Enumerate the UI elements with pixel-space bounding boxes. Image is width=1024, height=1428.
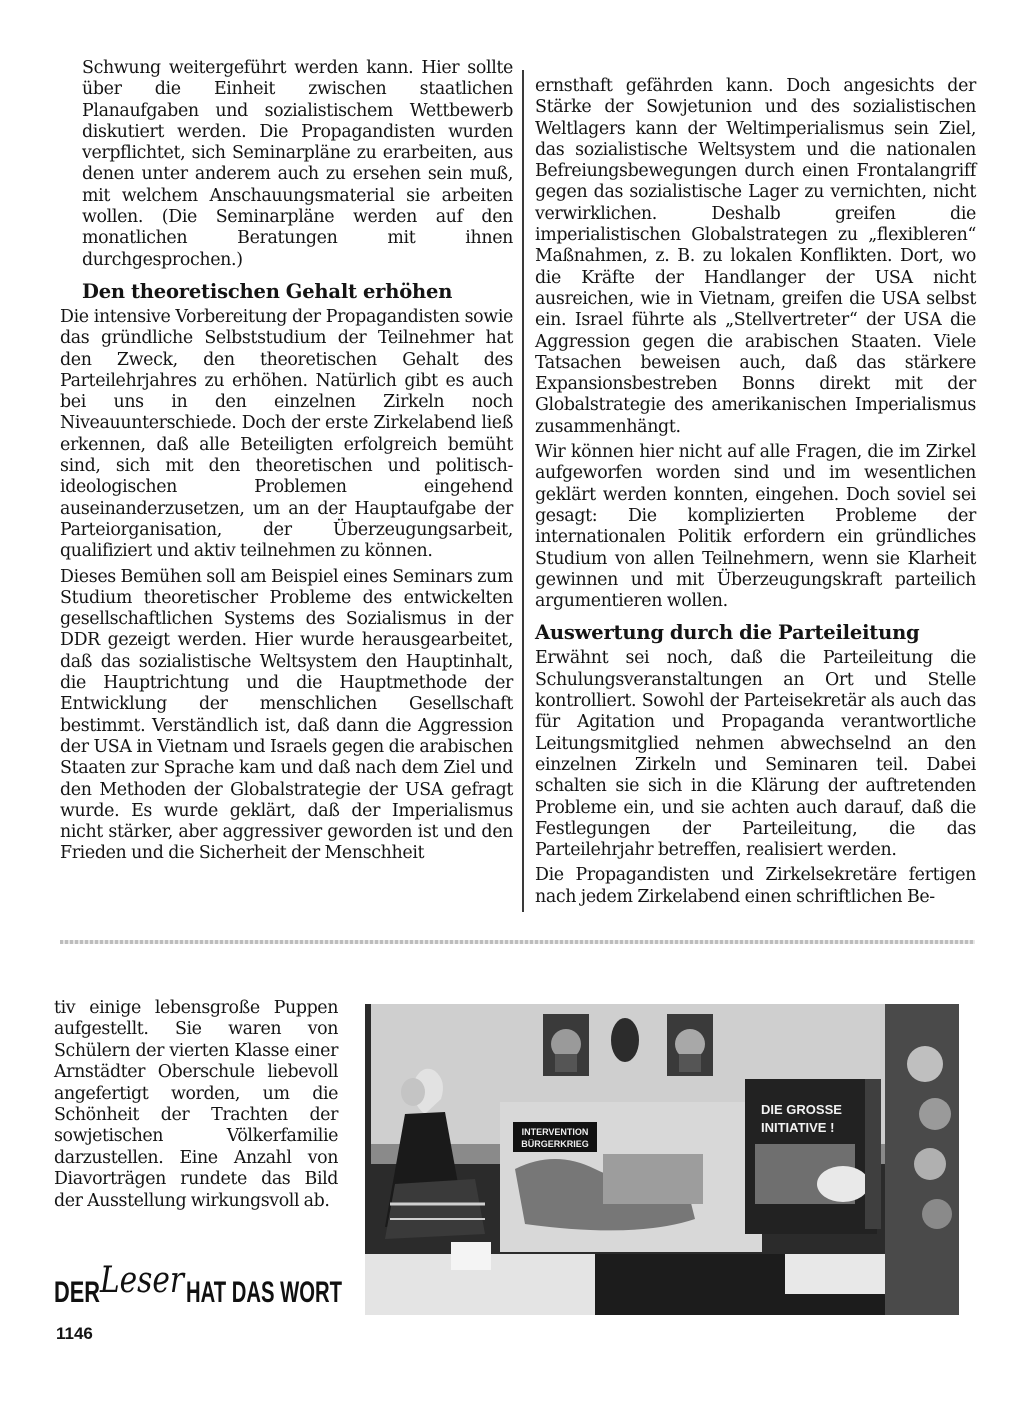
bottom-column	[54, 998, 338, 1212]
page-number: 1146	[56, 1324, 93, 1343]
column-divider	[522, 70, 524, 912]
logo-words-hat-das-wort: HAT DAS WORT	[186, 1276, 342, 1309]
body-paragraph: Die Propagandisten und Zirkelsekretäre fertigen nach jedem Zirkelabend einen schriftlichen Be-	[535, 865, 976, 907]
section-rule	[60, 940, 975, 944]
intro-paragraph: Schwung weitergeführt werden kann. Hier sollte über die Einheit zwischen staatlichen Planaufgaben und sozialistischem Wettbewerb diskutiert werden. Die Propagandisten wurden verpflichtet, sich Seminarpläne zu erarbeiten, aus denen unter anderem auch zu ersehen sein muß, mit welchem Anschauungsmaterial sie arbeiten wollen. (Die Seminarpläne werden auf den monatlichen Beratungen mit ihnen durchgesprochen.)	[82, 58, 513, 270]
logo-word-der: DER	[54, 1276, 101, 1309]
exhibition-photo	[365, 1004, 959, 1315]
right-column	[535, 76, 976, 908]
body-paragraph: Wir können hier nicht auf alle Fragen, die im Zirkel aufgeworfen worden sind und im wesentlichen geklärt werden konnten, eingehen. Doch soviel sei gesagt: Die komplizierten Probleme der internationalen Politik erfordern ein gründliches Studium von allen Teilnehmern, wenn sie Klarheit gewinnen und mit Überzeugungskraft parteilich argumentieren wollen.	[535, 442, 976, 612]
body-paragraph: Erwähnt sei noch, daß die Parteileitung die Schulungsveranstaltungen an Ort und Stelle kontrolliert. Sowohl der Parteisekretär als auch das für Agitation und Propaganda verantwortliche Leitungsmitglied nehmen abwechselnd an den einzelnen Zirkeln und Seminaren teil. Dabei schalten sie sich in die Klärung der auftretenden Probleme ein, und sie achten auch darauf, daß die Festlegungen der Parteileitung, die das Parteilehrjahr betreffen, realisiert werden.	[535, 648, 976, 861]
poster-text-initiative: INITIATIVE !	[761, 1120, 835, 1135]
left-column	[60, 58, 513, 865]
section-heading-evaluation: Auswertung durch die Parteileitung	[535, 621, 920, 645]
body-paragraph: tiv einige lebensgroße Puppen aufgestellt. Sie waren von Schülern der vierten Klasse einer Arnstädter Oberschule liebevoll angefertigt worden, um die Schönheit der Trachten der sowjetischen Völkerfamilie darzustellen. Eine Anzahl von Diavorträgen rundete das Bild der Ausstellung wirkungsvoll ab.	[54, 998, 338, 1211]
body-paragraph: Dieses Bemühen soll am Beispiel eines Seminars zum Studium theoretischer Probleme des entwickelten gesellschaftlichen Systems des Sozialismus in der DDR gezeigt werden. Hier wurde herausgearbeitet, daß das sozialistische Weltsystem den Hauptinhalt, die Hauptrichtung und die Hauptmethode der Entwicklung der menschlichen Gesellschaft bestimmt. Verständlich ist, daß dann die Aggression der USA in Vietnam und Israels gegen die arabischen Staaten zur Sprache kam und daß nach dem Ziel und den Methoden der Globalstrategie der USA gefragt wurde. Es wurde geklärt, daß der Imperialismus nicht stärker, aber aggressiver geworden ist und den Frieden und die Sicherheit der Menschheit	[60, 566, 513, 864]
section-heading-theoretical-content: Den theoretischen Gehalt erhöhen	[82, 279, 453, 303]
logo-word-leser: Leser	[99, 1260, 186, 1301]
body-paragraph: Die intensive Vorbereitung der Propagandisten sowie das gründliche Selbststudium der Teilnehmer hat den Zweck, den theoretischen Gehalt des Parteilehrjahres zu erhöhen. Natürlich gibt es auch bei uns in den einzelnen Zirkeln noch Niveauunterschiede. Doch der erste Zirkelabend ließ erkennen, daß alle Beteiligten erfolgreich bemüht sind, sich mit den theoretischen und politisch-ideologischen Problemen eingehend auseinanderzusetzen, um an der Hauptaufgabe der Parteiorganisation, der Überzeugungsarbeit, qualifiziert und aktiv teilnehmen zu können.	[60, 306, 513, 562]
body-paragraph: ernsthaft gefährden kann. Doch angesichts der Stärke der Sowjetunion und des sozialistischen Weltlagers kann der Weltimperialismus sein Ziel, das sozialistische Weltsystem und die nationalen Befreiungsbewegungen durch einen Frontalangriff gegen das sozialistische Lager zu vernichten, nicht verwirklichen. Deshalb greifen die imperialistischen Globalstrategen zu „flexibleren“ Maßnahmen, z. B. zu lokalen Konflikten. Dort, wo die Kräfte der Handlanger der USA nicht ausreichen, wie in Vietnam, greifen die USA selbst ein. Israel führte als „Stellvertreter“ der USA die Aggression gegen die arabischen Staaten. Viele Tatsachen beweisen auch, daß das stärkere Expansionsbestreben Bonns direkt mit der Globalstrategie des amerikanischen Imperialismus zusammenhängt.	[535, 76, 976, 437]
poster-text-civil-war: BÜRGERKRIEG	[521, 1139, 589, 1149]
reader-speaks-logo	[54, 1258, 344, 1310]
poster-text-intervention: INTERVENTION	[521, 1127, 589, 1137]
poster-text-grosse: DIE GROSSE	[761, 1102, 842, 1117]
